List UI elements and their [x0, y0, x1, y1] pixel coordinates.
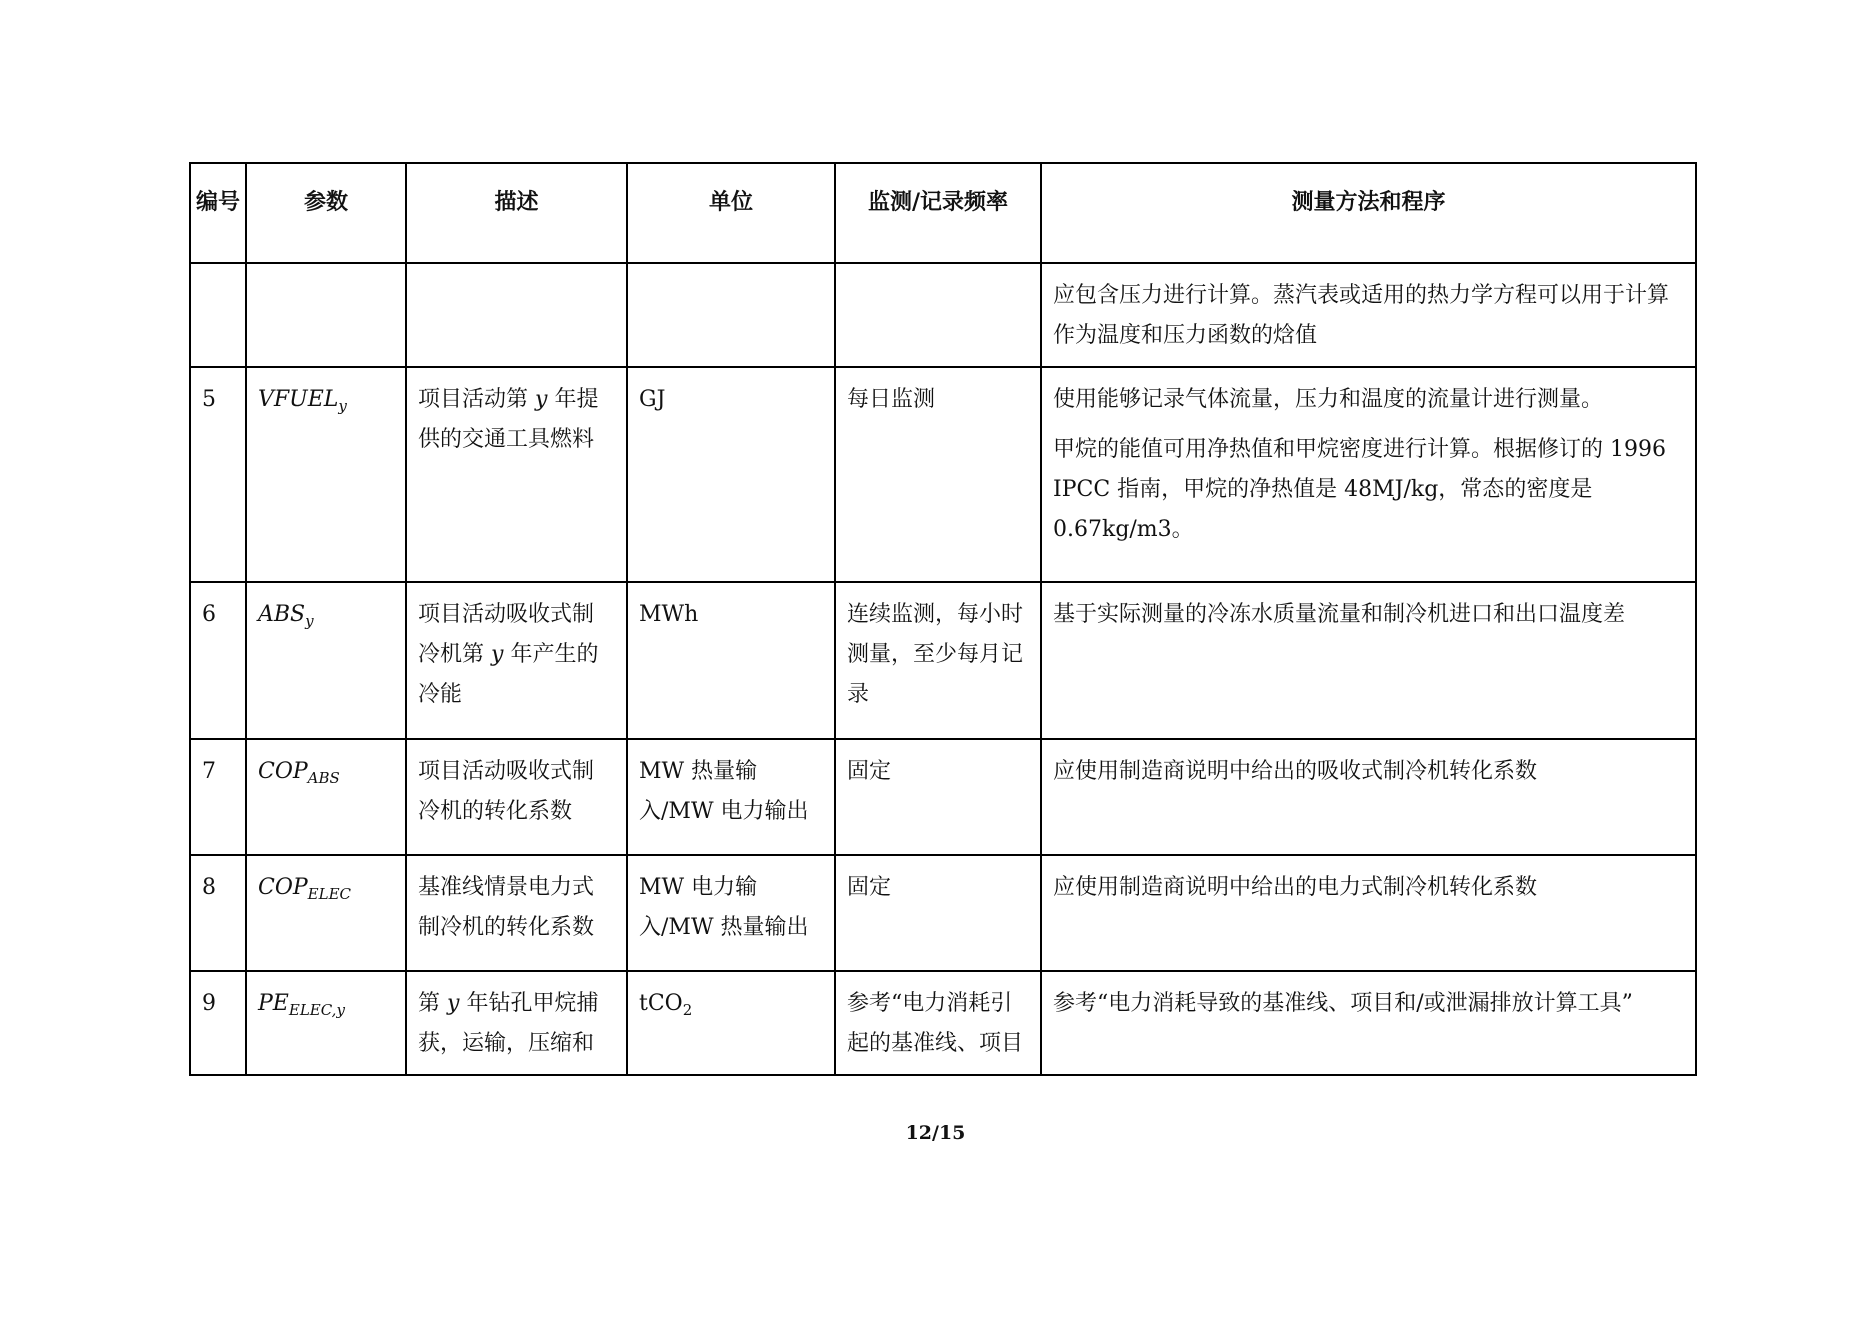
frequency-cell: 固定	[835, 855, 1041, 971]
parameter-table	[189, 162, 1697, 1076]
method-cell: 应使用制造商说明中给出的电力式制冷机转化系数	[1041, 855, 1696, 971]
method-cell: 参考“电力消耗导致的基准线、项目和/或泄漏排放计算工具”	[1041, 971, 1696, 1075]
parameter-subscript: ABS	[307, 769, 340, 787]
parameter-cell	[246, 971, 406, 1075]
parameter-symbol: VFUEL	[258, 387, 339, 412]
description-cell: 基准线情景电力式制冷机的转化系数	[406, 855, 627, 971]
unit-cell: MWh	[627, 582, 835, 739]
unit-cell: GJ	[627, 367, 835, 582]
cell-empty	[835, 263, 1041, 367]
row-number: 6	[190, 582, 246, 739]
description-cell: 第 y 年钻孔甲烷捕获，运输，压缩和	[406, 971, 627, 1075]
variable-y: y	[447, 991, 460, 1016]
parameter-symbol: PE	[258, 991, 289, 1016]
cell-empty	[627, 263, 835, 367]
row-number: 7	[190, 739, 246, 855]
unit-subscript: 2	[682, 1001, 693, 1019]
parameter-subscript: ELEC,y	[288, 1001, 345, 1019]
unit-cell: tCO$_2$	[627, 971, 835, 1075]
frequency-cell: 固定	[835, 739, 1041, 855]
unit-cell: MW 电力输入/MW 热量输出	[627, 855, 835, 971]
method-paragraph: 使用能够记录气体流量，压力和温度的流量计进行测量。	[1053, 387, 1604, 412]
unit-cell: MW 热量输入/MW 电力输出	[627, 739, 835, 855]
table-row-continuation	[190, 263, 1696, 367]
description-cell: 项目活动吸收式制冷机第 y 年产生的冷能	[406, 582, 627, 739]
method-cell: 应包含压力进行计算。蒸汽表或适用的热力学方程可以用于计算作为温度和压力函数的焓值	[1041, 263, 1696, 367]
method-cell	[1041, 367, 1696, 582]
variable-y: y	[491, 642, 504, 667]
frequency-cell: 参考“电力消耗引起的基准线、项目	[835, 971, 1041, 1075]
parameter-symbol: ABS	[258, 602, 306, 627]
parameter-symbol: COP	[258, 759, 308, 784]
header-method: 测量方法和程序	[1041, 163, 1696, 263]
variable-y: y	[535, 387, 548, 412]
frequency-cell: 连续监测，每小时测量，至少每月记录	[835, 582, 1041, 739]
table-row	[190, 971, 1696, 1075]
header-frequency: 监测/记录频率	[835, 163, 1041, 263]
parameter-subscript: y	[305, 612, 314, 630]
method-cell: 应使用制造商说明中给出的吸收式制冷机转化系数	[1041, 739, 1696, 855]
parameter-cell	[246, 367, 406, 582]
description-cell: 项目活动第 y 年提供的交通工具燃料	[406, 367, 627, 582]
description-cell: 项目活动吸收式制冷机的转化系数	[406, 739, 627, 855]
row-number: 8	[190, 855, 246, 971]
row-number: 9	[190, 971, 246, 1075]
method-paragraph: 甲烷的能值可用净热值和甲烷密度进行计算。根据修订的 1996 IPCC 指南，甲烷的净热值是 48MJ/kg，常态的密度是 0.67kg/m3。	[1053, 437, 1666, 542]
row-number: 5	[190, 367, 246, 582]
table-row	[190, 855, 1696, 971]
method-cell: 基于实际测量的冷冻水质量流量和制冷机进口和出口温度差	[1041, 582, 1696, 739]
table-row	[190, 582, 1696, 739]
parameter-subscript: y	[338, 397, 347, 415]
cell-empty	[246, 263, 406, 367]
table-row	[190, 367, 1696, 582]
parameter-cell	[246, 582, 406, 739]
parameter-cell	[246, 739, 406, 855]
table-row	[190, 739, 1696, 855]
header-description: 描述	[406, 163, 627, 263]
cell-empty	[406, 263, 627, 367]
parameter-cell	[246, 855, 406, 971]
cell-empty	[190, 263, 246, 367]
page-number: 12/15	[905, 1122, 966, 1144]
parameter-symbol: COP	[258, 875, 308, 900]
parameter-subscript: ELEC	[307, 885, 352, 903]
header-row	[190, 163, 1696, 263]
header-parameter: 参数	[246, 163, 406, 263]
header-number: 编号	[190, 163, 246, 263]
header-unit: 单位	[627, 163, 835, 263]
frequency-cell: 每日监测	[835, 367, 1041, 582]
